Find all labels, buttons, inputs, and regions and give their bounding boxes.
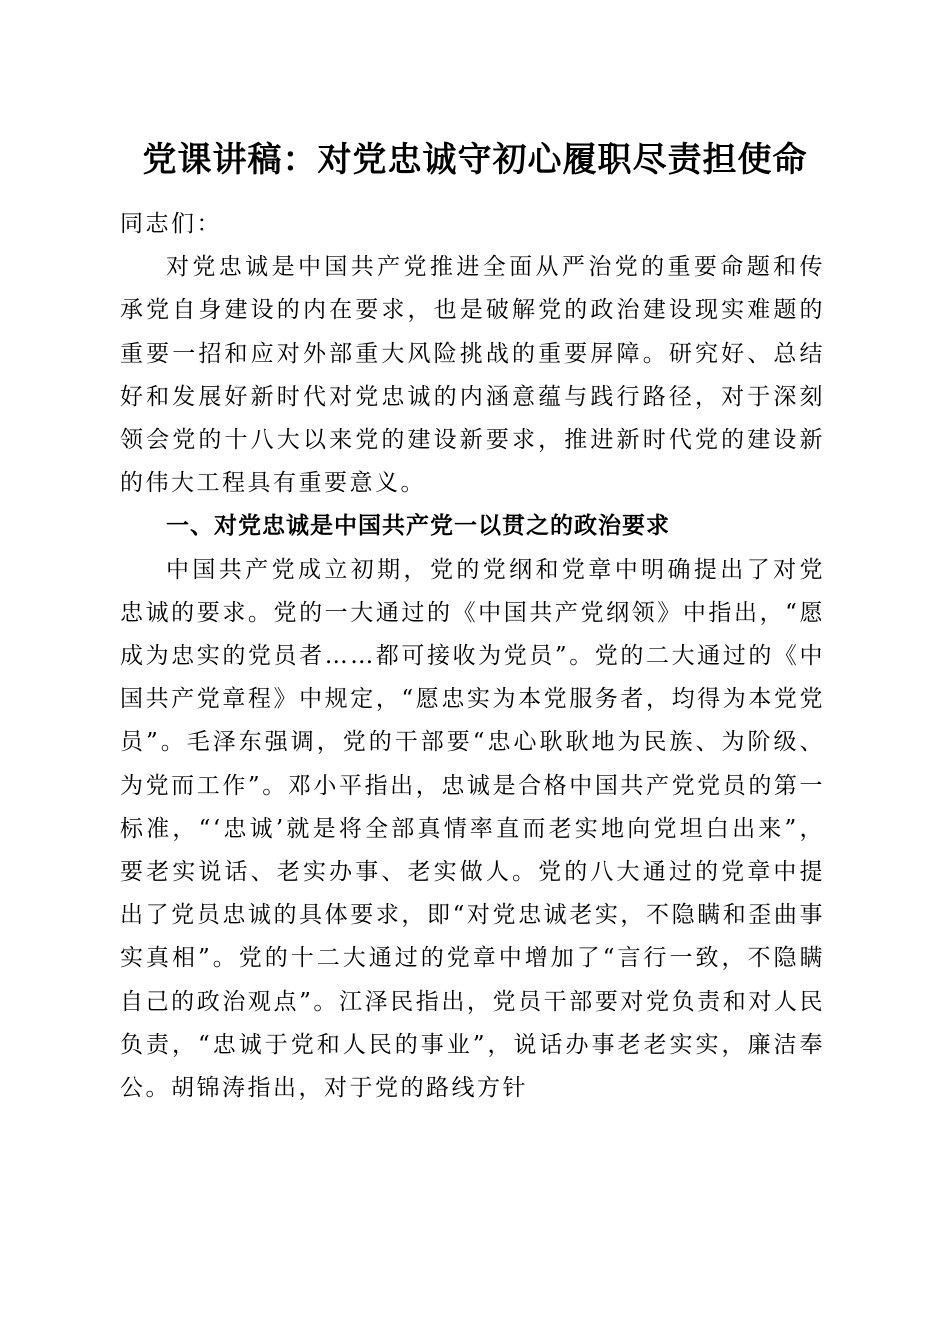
document-title: 党课讲稿：对党忠诚守初心履职尽责担使命	[142, 140, 808, 180]
document-body	[120, 203, 825, 1110]
salutation: 同志们：	[120, 211, 222, 237]
intro-paragraph: 对党忠诚是中国共产党推进全面从严治党的重要命题和传承党自身建设的内在要求，也是破解党的政治建设现实难题的重要一招和应对外部重大风险挑战的重要屏障。研究好、总结好和发展好新时代对党忠诚的内涵意蕴与践行路径，对于深刻领会党的十八大以来党的建设新要求，推进新时代党的建设新的伟大工程具有重要意义。	[120, 254, 825, 497]
section-paragraph: 中国共产党成立初期，党的党纲和党章中明确提出了对党忠诚的要求。党的一大通过的《中国共产党纲领》中指出，“愿成为忠实的党员者……都可接收为党员”。党的二大通过的《中国共产党章程》中规定，“愿忠实为本党服务者，均得为本党党员”。毛泽东强调，党的干部要“忠心耿耿地为民族、为阶级、为党而工作”。邓小平指出，忠诚是合格中国共产党党员的第一标准，“‘忠诚’就是将全部真情率直而老实地向党坦白出来”，要老实说话、老实办事、老实做人。党的八大通过的党章中提出了党员忠诚的具体要求，即“对党忠诚老实，不隐瞒和歪曲事实真相”。党的十二大通过的党章中增加了“言行一致，不隐瞒自己的政治观点”。江泽民指出，党员干部要对党负责和对人民负责，“忠诚于党和人民的事业”，说话办事老老实实，廉洁奉公。胡锦涛指出，对于党的路线方针	[120, 556, 825, 1102]
section-heading: 一、对党忠诚是中国共产党一以贯之的政治要求	[166, 513, 670, 540]
